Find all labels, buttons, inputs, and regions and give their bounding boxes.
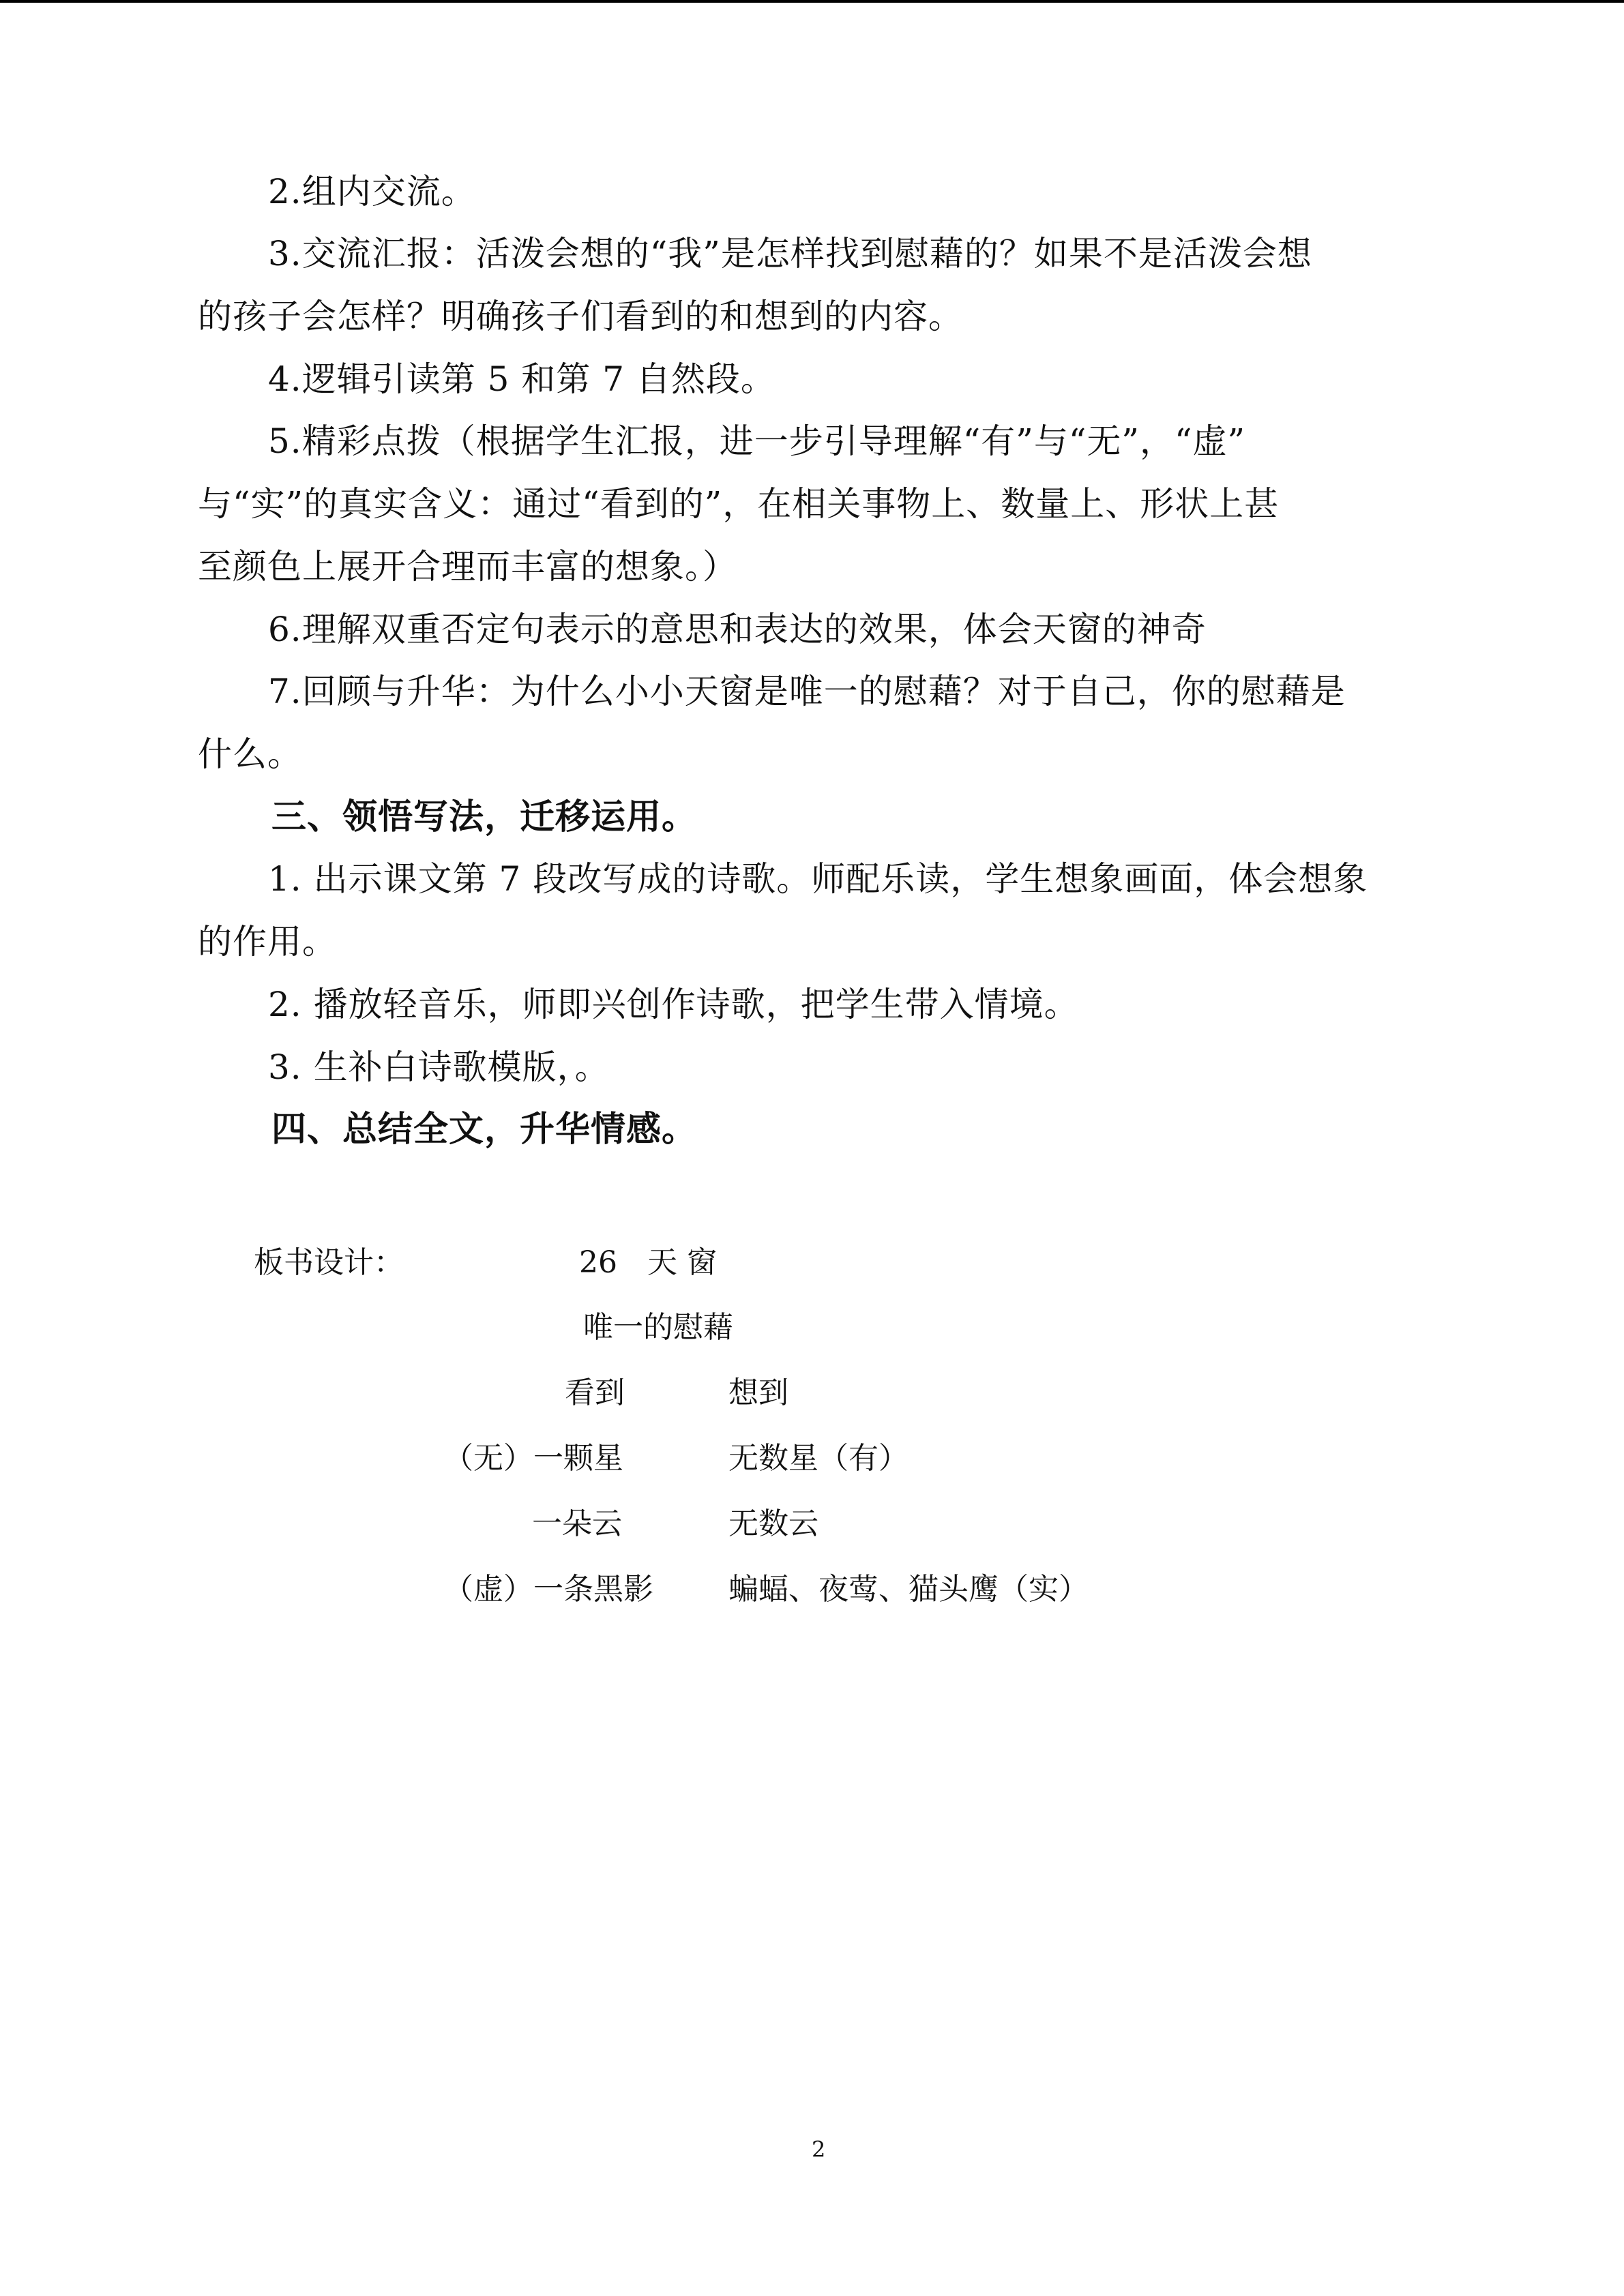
page-number: 2 <box>812 2136 826 2162</box>
paragraph-5-line-2: 与“实”的真实含义：通过“看到的”，在相关事物上、数量上、形状上甚 <box>198 484 1280 524</box>
board-row-1-seen: （无）一颗星 <box>443 1441 623 1476</box>
board-row-3-seen: （虚）一条黑影 <box>443 1572 653 1607</box>
board-row-1-thought: 无数星（有） <box>728 1441 909 1476</box>
paragraph-3-line-1: 3.交流汇报：活泼会想的“我”是怎样找到慰藉的？如果不是活泼会想 <box>268 234 1312 273</box>
step-3: 3. 生补白诗歌模版，。 <box>268 1047 610 1087</box>
step-2: 2. 播放轻音乐，师即兴创作诗歌，把学生带入情境。 <box>268 985 1079 1024</box>
paragraph-6: 6.理解双重否定句表示的意思和表达的效果，体会天窗的神奇 <box>268 610 1207 649</box>
paragraph-5-line-1: 5.精彩点拨（根据学生汇报，进一步引导理解“有”与“无”，“虚” <box>268 421 1246 461</box>
paragraph-3-line-2: 的孩子会怎样？明确孩子们看到的和想到的内容。 <box>198 297 963 336</box>
board-title: 26 天 窗 <box>579 1245 717 1280</box>
top-border-line <box>0 0 1624 3</box>
section-heading-3: 三、领悟写法，迁移运用。 <box>271 796 698 837</box>
board-row-2-seen: 一朵云 <box>532 1506 622 1541</box>
board-column-seen: 看到 <box>565 1375 625 1410</box>
board-design-label: 板书设计： <box>254 1245 404 1280</box>
paragraph-4: 4.逻辑引读第 5 和第 7 自然段。 <box>268 359 776 399</box>
step-1-line-1: 1. 出示课文第 7 段改写成的诗歌。师配乐读，学生想象画面，体会想象 <box>268 859 1368 899</box>
paragraph-7-line-2: 什么。 <box>198 734 302 774</box>
paragraph-7-line-1: 7.回顾与升华：为什么小小天窗是唯一的慰藉？对于自己，你的慰藉是 <box>268 672 1346 711</box>
board-subtitle: 唯一的慰藉 <box>583 1310 733 1345</box>
step-1-line-2: 的作用。 <box>198 922 337 961</box>
paragraph-5-line-3: 至颜色上展开合理而丰富的想象。） <box>198 547 737 586</box>
board-row-3-thought: 蝙蝠、夜莺、猫头鹰（实） <box>728 1572 1089 1607</box>
board-row-2-thought: 无数云 <box>728 1506 818 1541</box>
board-column-thought: 想到 <box>728 1375 788 1410</box>
paragraph-2: 2.组内交流。 <box>268 172 476 211</box>
section-heading-4: 四、总结全文，升华情感。 <box>271 1109 698 1150</box>
